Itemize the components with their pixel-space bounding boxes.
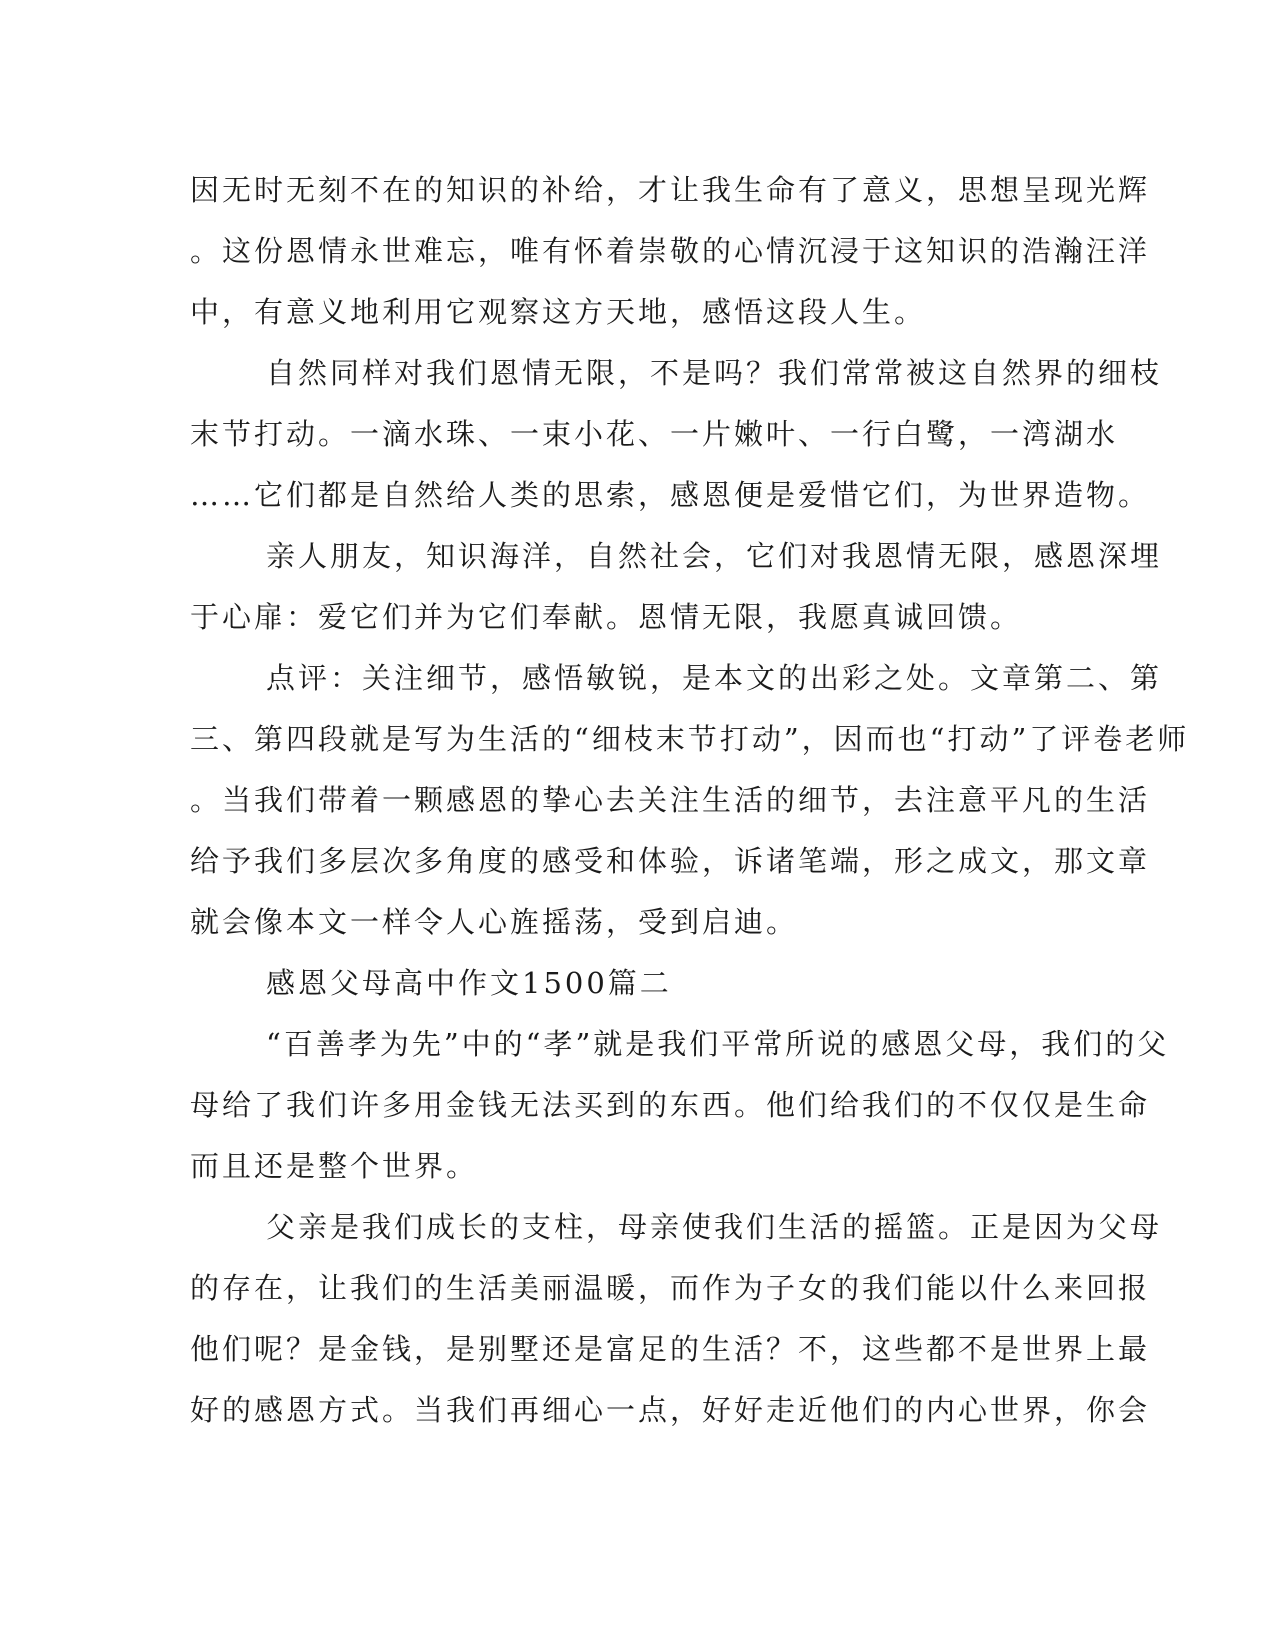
section-heading [190, 953, 1090, 1014]
text-line: 。这份恩情永世难忘，唯有怀着崇敬的心情沉浸于这知识的浩瀚汪洋 [190, 234, 1151, 268]
paragraph-father-mother [190, 1197, 1163, 1441]
text-line: 。当我们带着一颗感恩的挚心去关注生活的细节，去注意平凡的生活 [190, 783, 1151, 817]
text-line: ……它们都是自然给人类的思索，感恩便是爱惜它们，为世界造物。 [190, 478, 1151, 512]
text-line: 中，有意义地利用它观察这方天地，感悟这段人生。 [190, 295, 927, 329]
paragraph-comment [190, 648, 1190, 953]
paragraph-summary [190, 526, 1163, 648]
text-line: 因无时无刻不在的知识的补给，才让我生命有了意义，思想呈现光辉 [190, 173, 1151, 207]
text-line: 母给了我们许多用金钱无法买到的东西。他们给我们的不仅仅是生命 [190, 1088, 1151, 1122]
text-line: 自然同样对我们恩情无限，不是吗？我们常常被这自然界的细枝 [266, 356, 1163, 390]
text-line: 好的感恩方式。当我们再细心一点，好好走近他们的内心世界，你会 [190, 1393, 1151, 1427]
text-line: 而且还是整个世界。 [190, 1149, 479, 1183]
text-line: “百善孝为先”中的“孝”就是我们平常所说的感恩父母，我们的父 [266, 1027, 1170, 1061]
text-line: 末节打动。一滴水珠、一束小花、一片嫩叶、一行白鹭，一湾湖水 [190, 417, 1119, 451]
document-body [190, 160, 1190, 1441]
paragraph-nature [190, 343, 1163, 526]
text-line: 就会像本文一样令人心旌摇荡，受到启迪。 [190, 905, 799, 939]
text-line: 父亲是我们成长的支柱，母亲使我们生活的摇篮。正是因为父母 [266, 1210, 1163, 1244]
paragraph-filial-piety [190, 1014, 1170, 1197]
text-line: 给予我们多层次多角度的感受和体验，诉诸笔端，形之成文，那文章 [190, 844, 1151, 878]
text-line: 于心扉：爱它们并为它们奉献。恩情无限，我愿真诚回馈。 [190, 600, 1023, 634]
paragraph-knowledge [190, 160, 1151, 343]
text-line: 点评：关注细节，感悟敏锐，是本文的出彩之处。文章第二、第 [266, 661, 1163, 695]
text-line: 三、第四段就是写为生活的“细枝末节打动”，因而也“打动”了评卷老师 [190, 722, 1190, 756]
section-heading-text: 感恩父母高中作文1500篇二 [266, 966, 672, 1000]
text-line: 他们呢？是金钱，是别墅还是富足的生活？不，这些都不是世界上最 [190, 1332, 1151, 1366]
text-line: 亲人朋友，知识海洋，自然社会，它们对我恩情无限，感恩深埋 [266, 539, 1163, 573]
text-line: 的存在，让我们的生活美丽温暖，而作为子女的我们能以什么来回报 [190, 1271, 1151, 1305]
